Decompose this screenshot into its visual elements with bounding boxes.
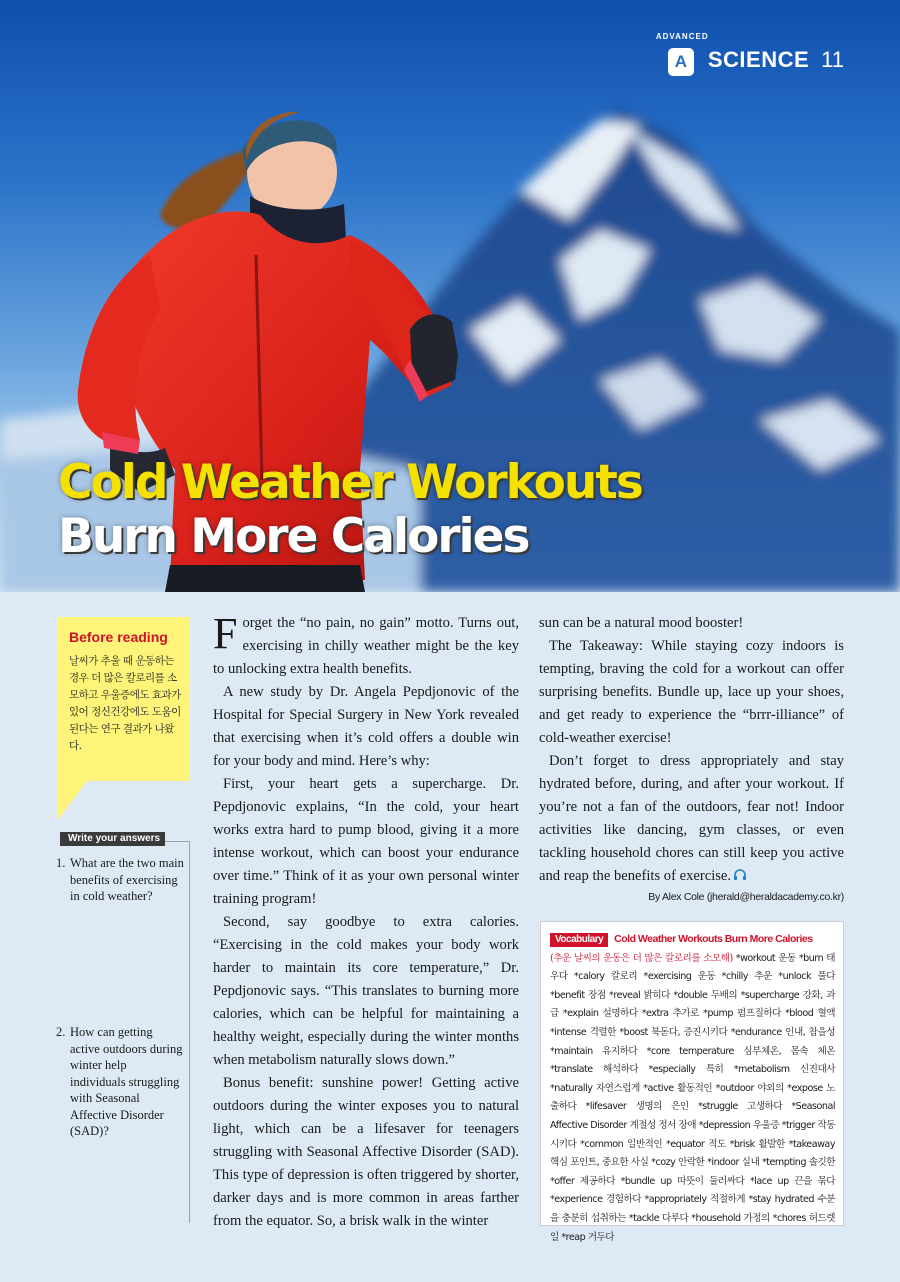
section-badge — [655, 32, 844, 80]
vocabulary-tag: Vocabulary — [550, 933, 608, 947]
paragraph-1-text: orget the “no pain, no gain” motto. Turns out, exercising in chilly weather might be the key to unlocking extra health benefits. — [213, 615, 519, 677]
badge-letter: A — [668, 48, 694, 76]
headphone-icon[interactable] — [733, 869, 747, 881]
vocabulary-list: *workout 운동 *burn 태우다 *calory 칼로리 *exercising 운동 *chilly 추운 *unlock 풀다 *benefit 장점 *reveal 밝히다 *double 두배의 *supercharge 강화, 과급 *explain 설명하다 *extra 추가로 *pump 펌프질하다 *blood 혈액 *intense 격렬한 *boost 북돋다, 증진시키다 *endurance 인내, 참을성 *maintain 유지하다 *core temperature 심부체온, 몸속 체온 *translate 해석하다 *especially 특히 *metabolism 신진대사 *naturally 자연스럽게 *active 활동적인 *outdoor 야외의 *expose 노출하다 *lifesaver 생명의 은인 *struggle 고생하다 *Seasonal Affective Disorder 계절성 정서 장애 *depression 우울증 *trigger 작동시키다 *common 일반적인 *equator 적도 *brisk 활발한 *takeaway 핵심 포인트, 중요한 사실 *cozy 안락한 *indoor 실내 *tempting 솔깃한 *offer 제공하다 *bundle up 따뜻이 둘러싸다 *lace up 끈을 묶다 *experience 경험하다 *appropriately 적절하게 *stay hydrated 수분을 충분히 섭취하는 *tackle 다루다 *household 가정의 *chores 허드렛일 *reap 거두다 — [550, 952, 835, 1243]
question-number: 2. — [56, 1025, 66, 1039]
question-text: What are the two main benefits of exercising in cold weather? — [70, 856, 184, 903]
vocabulary-subtitle: (추운 날씨의 운동은 더 많은 칼로리를 소모해) — [550, 952, 733, 964]
article-column-1 — [213, 609, 519, 1233]
page-number: 11 — [821, 47, 844, 72]
before-reading-note — [57, 617, 190, 781]
before-reading-text: 날씨가 추울 때 운동하는 경우 더 많은 칼로리를 소모하고 우울증에도 효과가 있어 정신건강에도 도움이 된다는 연구 결과가 나왔다. — [69, 655, 181, 752]
article-paragraph-7 — [539, 750, 844, 888]
advanced-level-icon — [655, 32, 709, 80]
headline-line-2: Burn More Calories — [58, 509, 529, 564]
hero-photo — [0, 0, 900, 592]
question-number: 1. — [56, 856, 66, 870]
vocabulary-box — [540, 921, 844, 1243]
question-2 — [56, 1024, 184, 1140]
before-reading-title: Before reading — [69, 629, 168, 645]
drop-cap: F — [213, 609, 238, 658]
article-paragraph-4: Second, say goodbye to extra calories. “Exercising in the cold makes your body work harder to maintain its core temperature,” Dr. Pepdjonovic says. “This translates to burning more calories, which can be helpful for maintaining a healthy weight, especially during the winter months when metabolism naturally slows down.” — [213, 914, 519, 1068]
write-answers-header — [60, 828, 190, 842]
question-text: How can getting active outdoors during winter help individuals struggling with Seasonal Affective Disorder (SAD)? — [70, 1025, 183, 1138]
paragraph-7-text: Don’t forget to dress appropriately and stay hydrated before, during, and after your workout. If you’re not a fan of the outdoors, fear not! Indoor activities like dancing, gym classes, or even tackling household chores can still keep you active and reap the benefits of exercise. — [539, 753, 844, 884]
headline-line-1: Cold Weather Workouts — [58, 455, 642, 510]
vocabulary-title: Cold Weather Workouts Burn More Calories — [614, 933, 813, 945]
article-paragraph-5: Bonus benefit: sunshine power! Getting active outdoors during the winter exposes you to natural light, which can be a lifesaver for teenagers struggling with Seasonal Affective Disorder (SAD). This type of depression is often triggered by shorter, darker days and is more common in areas farther from the equator. So, a brisk walk in the winter — [213, 1075, 519, 1229]
article-paragraph-1 — [213, 609, 519, 681]
article-paragraph-6: The Takeaway: While staying cozy indoors is tempting, braving the cold for a workout can offer surprising benefits. Bundle up, lace up your shoes, and get ready to experience the “brrr-illiance” of cold-weather exercise! — [539, 638, 844, 746]
article-paragraph-2: A new study by Dr. Angela Pepdjonovic of the Hospital for Special Surgery in New York revealed that exercising when it’s cold offers a double win for your body and mind. Here’s why: — [213, 684, 519, 769]
note-tail — [57, 781, 87, 821]
byline: By Alex Cole (jherald@heraldacademy.co.kr) — [648, 891, 844, 903]
section-name: SCIENCE — [707, 47, 810, 72]
badge-arc-text: ADVANCED — [655, 32, 709, 41]
article-paragraph-3: First, your heart gets a supercharge. Dr. Pepdjonovic explains, “In the cold, your heart works extra hard to pump blood, giving it a more intense workout, which can boost your endurance over time.” Think of it as your own personal winter training program! — [213, 776, 519, 907]
article-column-2 — [539, 612, 844, 888]
question-1 — [56, 855, 184, 905]
write-answers-label: Write your answers — [60, 832, 165, 846]
answers-divider — [189, 841, 190, 1223]
article-paragraph-5-continued: sun can be a natural mood booster! — [539, 615, 744, 631]
article-headline — [58, 456, 642, 564]
